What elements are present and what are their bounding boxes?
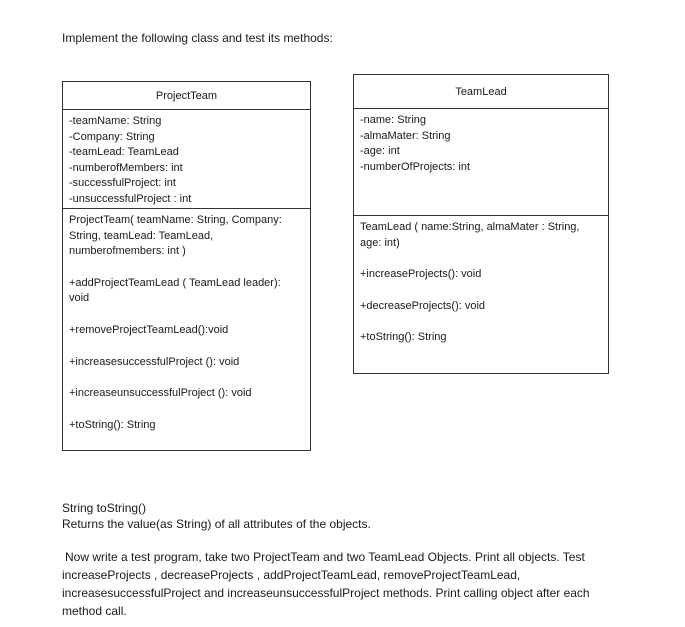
instruction-line: Now write a test program, take two ProjectTeam and two TeamLead Objects. Print all objects. Test	[65, 550, 585, 564]
method-add-project-team-lead	[69, 276, 304, 307]
constructor-line: ProjectTeam( teamName: String, Company:	[69, 214, 282, 226]
attribute: -numberofMembers: int	[69, 161, 183, 174]
attribute: -age: int	[360, 145, 400, 158]
attribute: -teamName: String	[69, 115, 162, 127]
team-lead-methods	[354, 216, 608, 366]
team-lead-attributes	[354, 109, 608, 216]
project-team-attributes	[63, 110, 310, 209]
project-team-methods	[63, 209, 310, 453]
project-team-class-box	[62, 81, 311, 451]
constructor-line: TeamLead ( name:String, almaMater : String,	[360, 221, 580, 233]
method-line: void	[69, 292, 90, 305]
constructor-line: age: int)	[360, 236, 400, 249]
team-lead-class-name: TeamLead	[354, 75, 608, 109]
instruction-line: increaseProjects , decreaseProjects , addProjectTeamLead, removeProjectTeamLead,	[62, 568, 521, 582]
attribute: -name: String	[360, 114, 427, 126]
method-increase-successful-project: +increasesuccessfulProject (): void	[69, 355, 240, 368]
intro-text: Implement the following class and test its methods:	[62, 31, 333, 45]
attribute: -successfulProject: int	[69, 177, 176, 190]
method-decrease-projects: +decreaseProjects(): void	[360, 299, 486, 312]
attribute: -almaMater: String	[360, 129, 451, 142]
method-to-string: +toString(): String	[360, 331, 447, 344]
method-remove-project-team-lead: +removeProjectTeamLead():void	[69, 323, 229, 336]
attribute: -numberOfProjects: int	[360, 160, 471, 173]
team-lead-class-box	[353, 74, 609, 374]
tostring-signature: String toString()	[62, 501, 147, 515]
attribute: -unsuccessfulProject : int	[69, 192, 192, 205]
method-to-string: +toString(): String	[69, 418, 156, 431]
constructor	[360, 220, 602, 251]
constructor-line: numberofmembers: int )	[69, 245, 186, 258]
project-team-class-name: ProjectTeam	[63, 82, 310, 110]
method-increase-projects: +increaseProjects(): void	[360, 268, 482, 281]
instruction-line: increasesuccessfulProject and increaseunsuccessfulProject methods. Print calling object after each	[62, 586, 590, 600]
constructor-line: String, teamLead: TeamLead,	[69, 229, 214, 242]
tostring-returns: Returns the value(as String) of all attributes of the objects.	[62, 517, 371, 531]
attribute: -teamLead: TeamLead	[69, 146, 179, 159]
instruction-line: method call.	[62, 604, 127, 618]
test-program-instructions	[62, 548, 622, 620]
method-increase-unsuccessful-project: +increaseunsuccessfulProject (): void	[69, 387, 252, 400]
attribute: -Company: String	[69, 130, 155, 143]
constructor	[69, 213, 304, 260]
method-line: +addProjectTeamLead ( TeamLead leader):	[69, 276, 281, 289]
tostring-description	[62, 500, 371, 532]
